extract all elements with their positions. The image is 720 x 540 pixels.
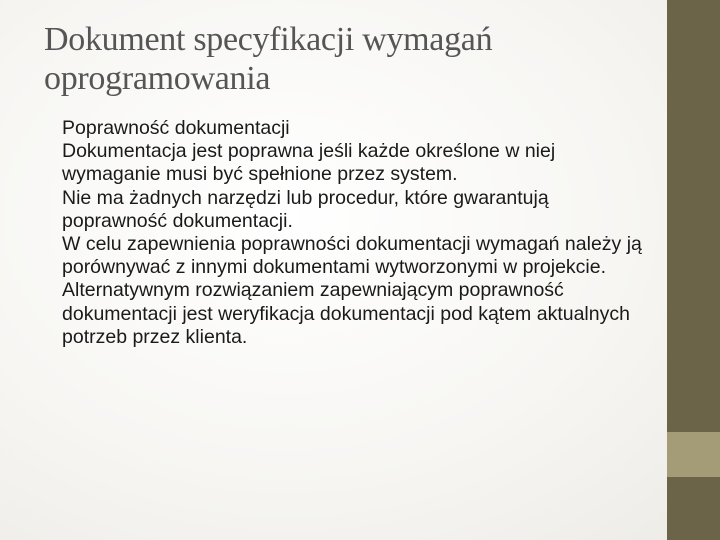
slide-title-line-1: Dokument specyfikacji wymagań (44, 21, 493, 58)
decorative-sidebar (667, 0, 720, 540)
body-paragraph: Alternatywnym rozwiązaniem zapewniającym poprawność dokumentacji jest weryfikacja dokumentacji pod kątem aktualnych potrzeb przez klienta. (62, 279, 630, 348)
body-paragraph: Nie ma żadnych narzędzi lub procedur, które gwarantują poprawność dokumentacji. (62, 186, 549, 232)
slide-body (62, 117, 652, 349)
body-paragraph: W celu zapewnienia poprawności dokumentacji wymagań należy ją porównywać z innymi dokumentami wytworzonymi w projekcie. (62, 233, 642, 279)
slide-title-line-2: oprogramowania (44, 60, 271, 98)
body-paragraph: Dokumentacja jest poprawna jeśli każde określone w niej wymaganie musi być spełnione przez system. (62, 140, 556, 186)
slide-title (44, 20, 644, 98)
section-heading: Poprawność dokumentacji (62, 117, 290, 139)
decorative-sidebar-accent (667, 432, 720, 477)
